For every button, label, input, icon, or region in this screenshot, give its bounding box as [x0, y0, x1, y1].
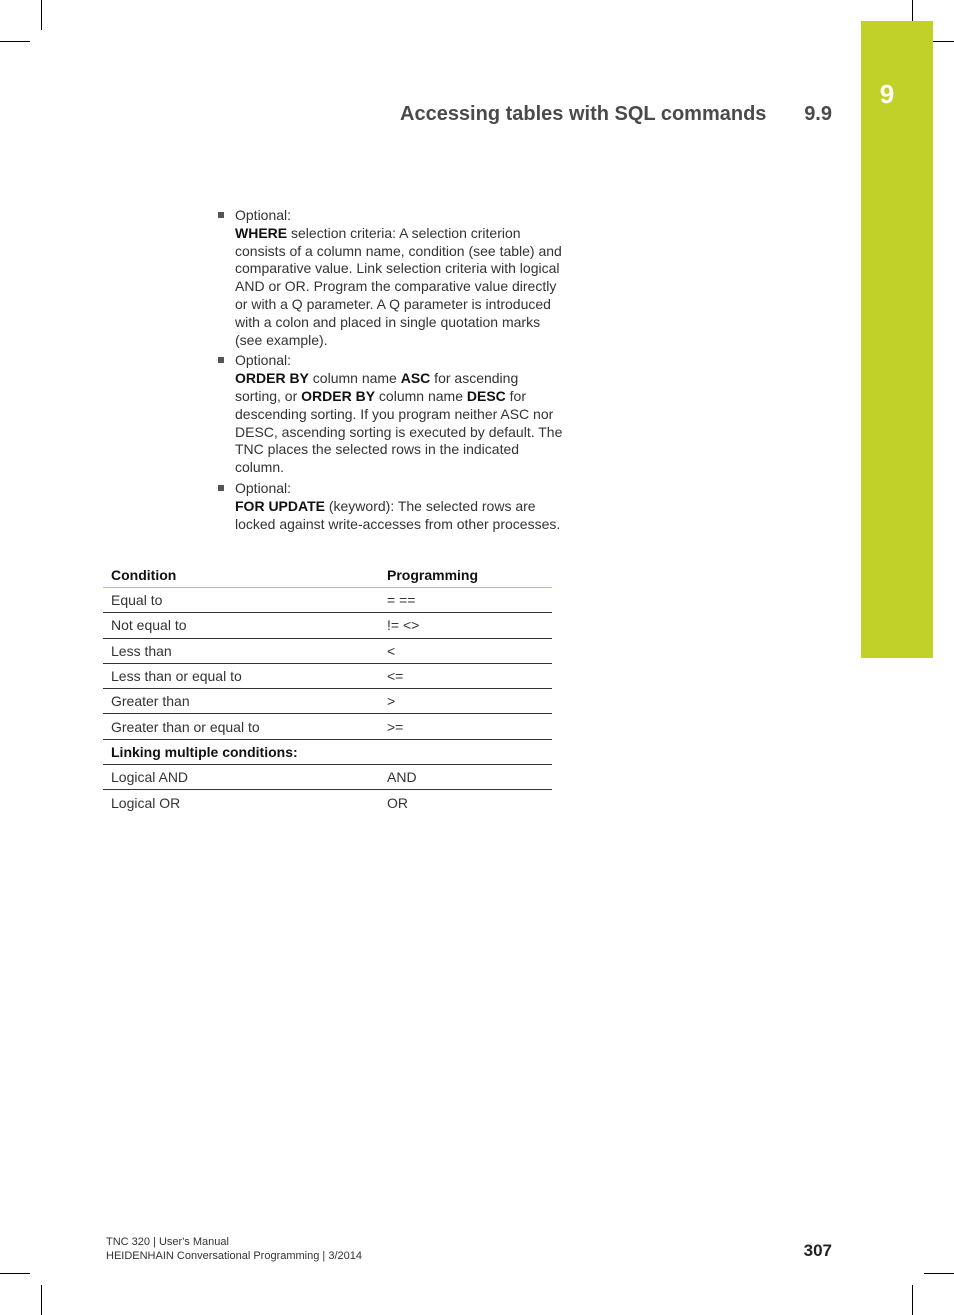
crop-mark [41, 0, 42, 30]
text-run: for ascending sorting, or [235, 370, 519, 404]
table-row [103, 739, 552, 764]
column-header-programming: Programming [379, 563, 552, 588]
table-row [103, 588, 552, 613]
section-title: Accessing tables with SQL commands [400, 103, 767, 125]
cell-condition: Less than or equal to [103, 663, 379, 688]
text-run: column name [308, 370, 401, 387]
crop-mark [0, 41, 30, 42]
chapter-number: 9 [879, 79, 895, 109]
bullet-text [235, 225, 563, 350]
table-header-row [103, 563, 552, 588]
table-row [103, 765, 552, 790]
bullet-square-icon [218, 485, 224, 491]
text-run: (keyword): The selected rows are locked against write-accesses from other processes. [235, 497, 561, 532]
cell-programming [379, 739, 552, 764]
cell-programming: = == [379, 588, 552, 613]
cell-programming: OR [387, 794, 408, 811]
page-footer [106, 1235, 362, 1263]
cell-condition: Linking multiple conditions: [103, 739, 379, 764]
cell-condition: Greater than [103, 689, 379, 714]
bullet-text [235, 370, 563, 477]
cell-programming: AND [379, 765, 552, 790]
cell-programming: > [379, 689, 552, 714]
bullet-label: Optional: [235, 479, 292, 496]
list-item [218, 352, 563, 477]
page-number: 307 [803, 1241, 832, 1260]
section-number: 9.9 [804, 103, 832, 125]
cell-condition: Greater than or equal to [103, 714, 379, 739]
bullet-square-icon [218, 357, 224, 363]
chapter-tab [861, 21, 933, 658]
keyword: ASC [400, 370, 431, 387]
keyword: WHERE [235, 224, 288, 241]
cell-programming: != <> [379, 613, 552, 638]
text-run: for descending sorting. If you program neither ASC nor DESC, ascending sorting is executed by default. The TNC places the selected rows in the indicated column. [235, 387, 563, 476]
table-row [103, 689, 552, 714]
table-row [103, 613, 552, 638]
keyword: ORDER BY [301, 387, 376, 404]
cell-programming: <= [379, 663, 552, 688]
bullet-text [235, 498, 563, 534]
conditions-table [103, 563, 552, 815]
list-item [218, 480, 563, 533]
cell-condition: Less than [103, 638, 379, 663]
crop-mark [924, 1273, 954, 1274]
cell-programming: < [379, 638, 552, 663]
bullet-label: Optional: [235, 207, 292, 223]
keyword: DESC [466, 387, 506, 404]
cell-condition: Equal to [103, 588, 379, 613]
crop-mark [41, 1285, 42, 1315]
cell-condition: Logical OR [111, 794, 181, 811]
table-row [103, 714, 552, 739]
cell-condition: Not equal to [103, 613, 379, 638]
crop-mark [912, 0, 913, 21]
running-header [400, 103, 832, 129]
text-run: column name [375, 387, 467, 404]
footer-line-2: HEIDENHAIN Conversational Programming | 3/2014 [106, 1250, 362, 1262]
crop-mark [0, 1273, 30, 1274]
bullet-list [218, 207, 563, 536]
keyword: FOR UPDATE [235, 497, 325, 514]
bullet-square-icon [218, 212, 224, 218]
cell-programming: >= [379, 714, 552, 739]
keyword: ORDER BY [235, 370, 309, 387]
text-run: selection criteria: A selection criterion consists of a column name, condition (see table) and comparative value. Link selection criteria with logical AND or OR. Program the comparative value directly or with a Q parameter. A Q parameter is introduced with a colon and placed in single quotation marks (see example). [235, 224, 562, 348]
list-item [218, 207, 563, 349]
crop-mark [912, 1285, 913, 1315]
table-row [103, 663, 552, 688]
footer-line-1: TNC 320 | User's Manual [106, 1236, 229, 1248]
table-row [103, 638, 552, 663]
cell-condition: Logical AND [103, 765, 379, 790]
column-header-condition: Condition [103, 563, 379, 588]
bullet-label: Optional: [235, 352, 292, 369]
table-row [103, 790, 552, 815]
